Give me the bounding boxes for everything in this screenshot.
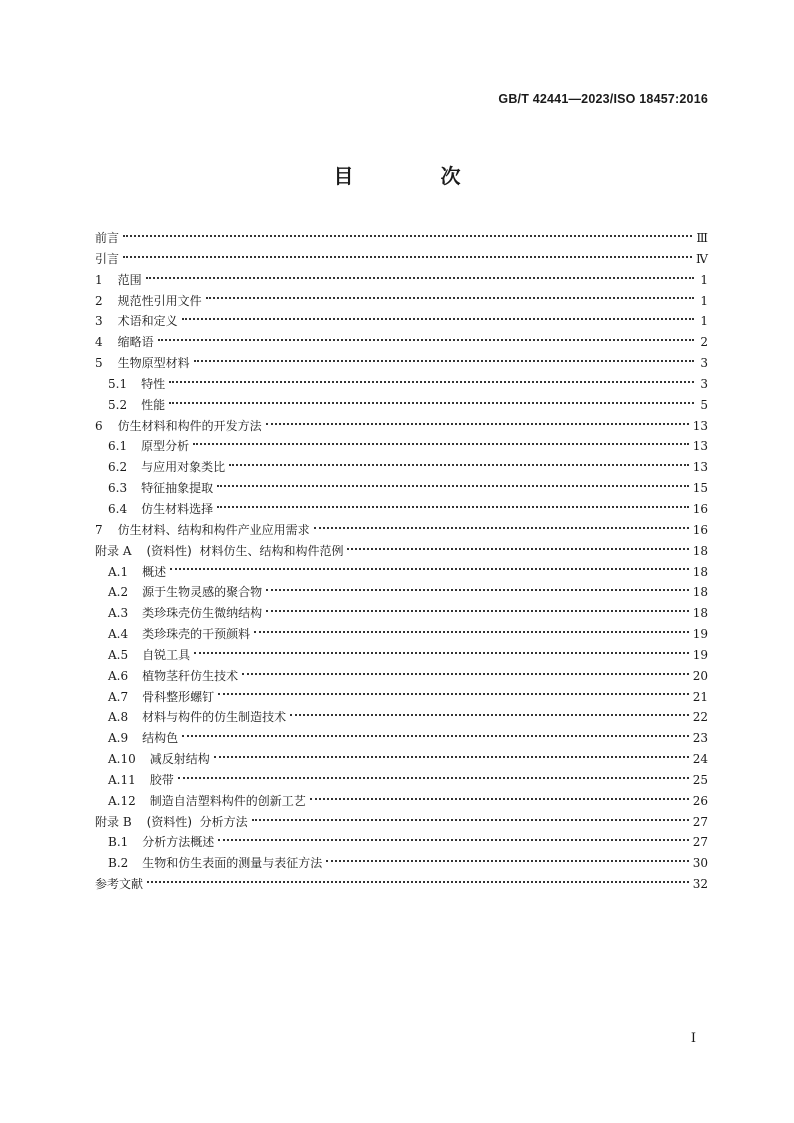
toc-entry-number: B.1 (108, 835, 129, 850)
toc-leader-dots (146, 276, 694, 279)
toc-entry[interactable] (95, 436, 708, 457)
toc-entry-label: 制造自洁塑料构件的创新工艺 (149, 793, 306, 808)
toc-entry-page: 18 (692, 564, 708, 579)
toc-entry-label: 前言 (95, 231, 120, 245)
toc-entry-label: 生物和仿生表面的测量与表征方法 (142, 856, 323, 871)
toc-entry-number: 6.2 (108, 460, 128, 475)
toc-entry-page: 22 (692, 710, 708, 725)
toc-entry-page: 16 (692, 501, 708, 516)
toc-entry[interactable] (95, 874, 708, 895)
toc-entry[interactable] (95, 395, 708, 416)
page-number: I (690, 1031, 696, 1046)
toc-entry-number: A.5 (108, 647, 129, 662)
toc-entry-page: Ⅲ (696, 231, 708, 245)
toc-leader-dots (347, 547, 688, 550)
toc-entry-label: 概述 (142, 564, 167, 579)
toc-entry-label: 仿生材料选择 (141, 501, 214, 516)
toc-entry-label: 原型分析 (141, 439, 190, 454)
toc-leader-dots (123, 255, 692, 258)
toc-entry-page: 18 (692, 543, 708, 558)
toc-entry-number: A.9 (108, 731, 129, 746)
toc-entry-label: 与应用对象类比 (141, 460, 226, 475)
toc-entry[interactable] (95, 311, 708, 332)
toc-entry-label: 仿生材料、结构和构件产业应用需求 (117, 522, 310, 537)
toc-leader-dots (169, 380, 694, 383)
toc-leader-dots (266, 609, 689, 612)
toc-entry[interactable] (95, 624, 708, 645)
toc-entry-page: 5 (700, 397, 708, 412)
toc-entry[interactable] (95, 541, 708, 562)
toc-entry[interactable] (95, 832, 708, 853)
toc-entry[interactable] (95, 582, 708, 603)
toc-leader-dots (123, 234, 692, 237)
toc-entry-number: B.2 (108, 856, 129, 871)
toc-entry[interactable] (95, 687, 708, 708)
toc-entry-label: 植物茎秆仿生技术 (142, 668, 239, 683)
toc-leader-dots (242, 672, 689, 675)
toc-entry[interactable] (95, 707, 708, 728)
page-title: 目 次 (333, 164, 501, 188)
toc-leader-dots (214, 755, 689, 758)
toc-entry-number: A.10 (108, 752, 136, 767)
toc-entry-label: 类珍珠壳仿生微纳结构 (142, 606, 263, 621)
toc-entry-number: 3 (95, 314, 103, 329)
toc-entry[interactable] (95, 499, 708, 520)
toc-entry-label: 自锐工具 (142, 647, 191, 662)
toc-entry-label: 术语和定义 (117, 314, 178, 329)
toc-entry-number: A.2 (108, 585, 129, 600)
toc-entry-page: 27 (692, 814, 708, 829)
toc-entry[interactable] (95, 520, 708, 541)
toc-entry[interactable] (95, 791, 708, 812)
toc-entry[interactable] (95, 353, 708, 374)
toc-entry-label: 参考文献 (95, 877, 144, 892)
toc-entry-page: 19 (692, 627, 708, 642)
toc-entry-label: 性能 (141, 397, 166, 412)
toc-leader-dots (266, 588, 689, 591)
toc-entry-label: 仿生材料和构件的开发方法 (117, 418, 262, 433)
toc-entry-page: 18 (692, 606, 708, 621)
toc-entry-page: 25 (692, 772, 708, 787)
toc-entry[interactable] (95, 562, 708, 583)
toc-leader-dots (254, 630, 689, 633)
toc-entry-number: A.8 (108, 710, 129, 725)
toc-entry-page: 18 (692, 585, 708, 600)
toc-leader-dots (194, 359, 694, 362)
toc-entry-label: 结构色 (142, 731, 179, 746)
toc-entry-page: 26 (692, 793, 708, 808)
toc-entry-page: 20 (692, 668, 708, 683)
toc-entry-label: 范围 (117, 272, 142, 287)
toc-leader-dots (158, 338, 694, 341)
toc-entry-number: 6.1 (108, 439, 128, 454)
toc-leader-dots (217, 484, 689, 487)
toc-leader-dots (182, 317, 694, 320)
toc-entry-label: 胶带 (149, 772, 174, 787)
toc-entry[interactable] (95, 332, 708, 353)
toc-entry-label: 特性 (141, 376, 166, 391)
toc-leader-dots (217, 505, 689, 508)
toc-entry[interactable] (95, 812, 708, 833)
toc-entry-page: Ⅳ (696, 251, 708, 266)
toc-leader-dots (252, 818, 689, 821)
toc-entry-page: 27 (692, 835, 708, 850)
toc-entry-label: (资料性) 材料仿生、结构和构件范例 (146, 543, 344, 558)
toc-leader-dots (290, 713, 689, 716)
toc-leader-dots (218, 838, 688, 841)
toc-entry[interactable] (95, 270, 708, 291)
toc-leader-dots (326, 859, 688, 862)
toc-entry-page: 23 (692, 731, 708, 746)
toc-entry-page: 16 (692, 522, 708, 537)
table-of-contents (95, 228, 708, 895)
toc-entry[interactable] (95, 770, 708, 791)
toc-entry-number: 附录 B (95, 814, 132, 829)
toc-entry[interactable] (95, 603, 708, 624)
toc-entry-number: 5.2 (108, 397, 128, 412)
toc-entry-number: 5.1 (108, 376, 128, 391)
toc-entry-page: 3 (700, 356, 708, 371)
toc-leader-dots (218, 692, 689, 695)
toc-entry-number: A.1 (108, 564, 129, 579)
toc-entry[interactable] (95, 478, 708, 499)
toc-entry-number: 6.3 (108, 481, 128, 496)
toc-entry[interactable] (95, 416, 708, 437)
toc-entry-page: 24 (692, 752, 708, 767)
toc-entry-page: 13 (692, 439, 708, 454)
toc-entry-label: 生物原型材料 (117, 356, 190, 371)
toc-entry-page: 19 (692, 647, 708, 662)
toc-entry-number: 4 (95, 335, 103, 350)
toc-entry-page: 13 (692, 460, 708, 475)
toc-entry-number: A.11 (108, 772, 136, 787)
toc-entry-label: 材料与构件的仿生制造技术 (142, 710, 287, 725)
toc-entry[interactable] (95, 853, 708, 874)
toc-entry-number: 2 (95, 293, 103, 308)
toc-entry-label: (资料性) 分析方法 (146, 814, 248, 829)
toc-leader-dots (170, 567, 689, 570)
toc-entry-page: 1 (700, 293, 708, 308)
toc-entry-label: 特征抽象提取 (141, 481, 214, 496)
toc-entry[interactable] (95, 749, 708, 770)
toc-entry-label: 类珍珠壳的干预颜料 (142, 627, 251, 642)
toc-entry[interactable] (95, 728, 708, 749)
toc-entry-page: 15 (692, 481, 708, 496)
toc-entry-page: 32 (692, 877, 708, 892)
toc-entry-number: 6.4 (108, 501, 128, 516)
toc-entry-number: A.12 (108, 793, 136, 808)
toc-entry[interactable] (95, 645, 708, 666)
toc-leader-dots (193, 442, 689, 445)
toc-entry-page: 1 (700, 314, 708, 329)
toc-entry-label: 缩略语 (117, 335, 154, 350)
toc-entry-page: 1 (700, 272, 708, 287)
toc-entry-label: 规范性引用文件 (117, 293, 202, 308)
toc-entry[interactable] (95, 249, 708, 270)
toc-entry-number: 5 (95, 356, 103, 371)
toc-leader-dots (169, 401, 694, 404)
toc-entry-number: A.7 (108, 689, 129, 704)
toc-leader-dots (206, 296, 694, 299)
toc-entry-label: 分析方法概述 (142, 835, 215, 850)
toc-leader-dots (314, 526, 689, 529)
toc-leader-dots (229, 463, 689, 466)
toc-entry-page: 30 (692, 856, 708, 871)
toc-leader-dots (147, 880, 689, 883)
toc-entry-number: A.6 (108, 668, 129, 683)
standard-code: GB/T 42441—2023/ISO 18457:2016 (498, 92, 708, 106)
toc-entry[interactable] (95, 374, 708, 395)
toc-entry-label: 引言 (95, 251, 120, 266)
toc-entry-page: 3 (700, 376, 708, 391)
toc-leader-dots (194, 651, 689, 654)
toc-leader-dots (182, 734, 689, 737)
toc-entry[interactable] (95, 666, 708, 687)
toc-entry-number: 1 (95, 272, 103, 287)
toc-entry[interactable] (95, 291, 708, 312)
toc-leader-dots (178, 776, 689, 779)
toc-entry-page: 21 (692, 689, 708, 704)
toc-entry-page: 2 (700, 335, 708, 350)
toc-entry[interactable] (95, 228, 708, 249)
toc-entry-label: 骨科整形螺钉 (142, 689, 215, 704)
toc-entry-label: 源于生物灵感的聚合物 (142, 585, 263, 600)
toc-leader-dots (310, 797, 689, 800)
toc-entry[interactable] (95, 457, 708, 478)
toc-entry-number: 附录 A (95, 543, 132, 558)
toc-entry-number: 6 (95, 418, 103, 433)
toc-entry-number: 7 (95, 522, 103, 537)
toc-entry-label: 减反射结构 (149, 752, 210, 767)
toc-leader-dots (266, 422, 689, 425)
toc-entry-number: A.3 (108, 606, 129, 621)
toc-entry-number: A.4 (108, 627, 129, 642)
toc-entry-page: 13 (692, 418, 708, 433)
